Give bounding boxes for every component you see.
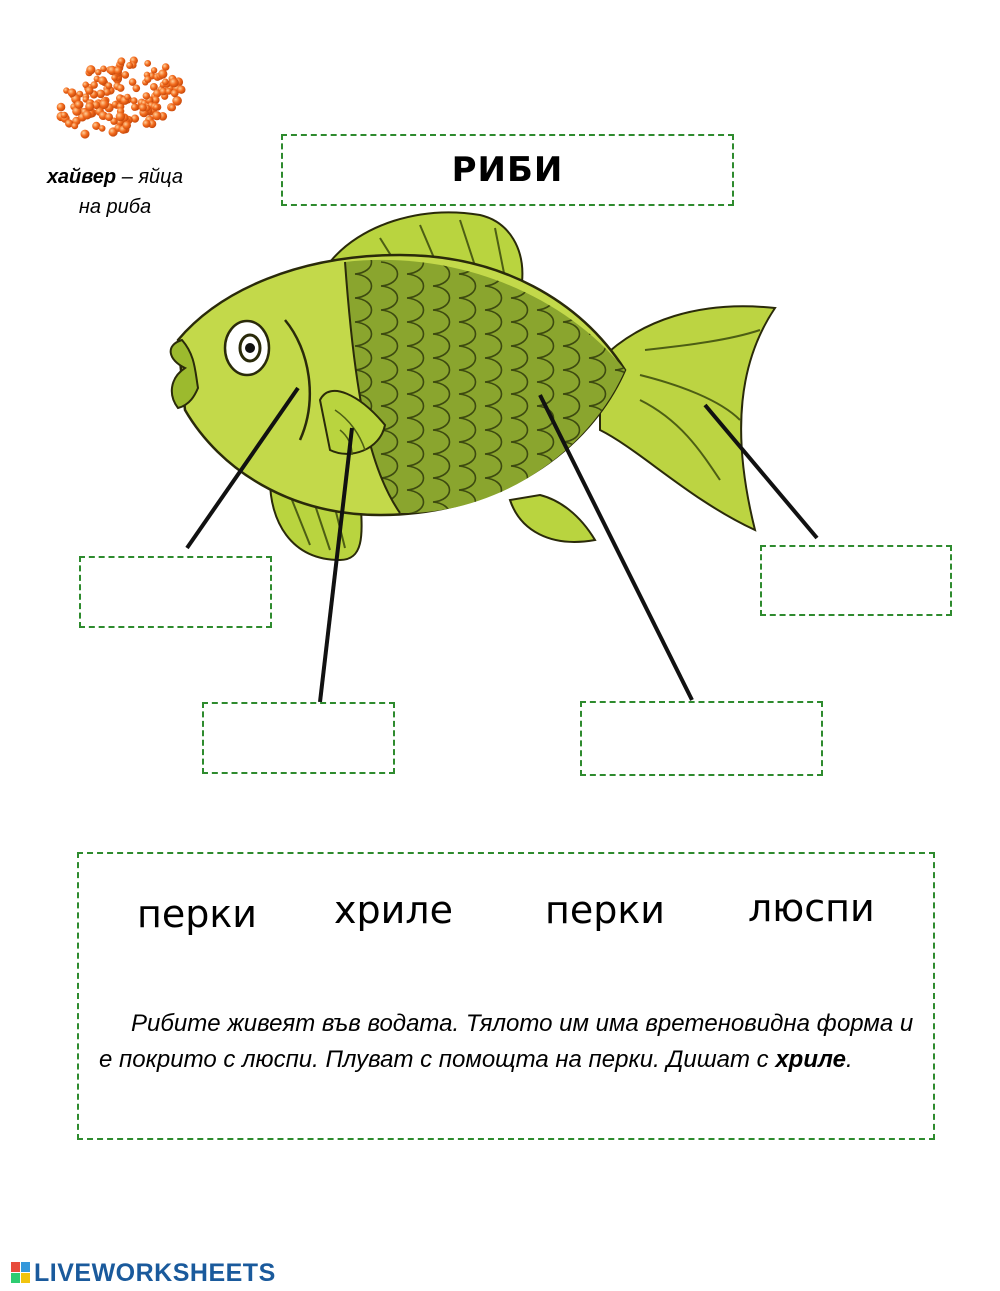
- label-box-tail-fin[interactable]: [760, 545, 952, 616]
- page-title: РИБИ: [451, 150, 564, 190]
- description-paragraph: [99, 1006, 919, 1078]
- paragraph-bold-word: хриле: [775, 1046, 846, 1073]
- liveworksheets-logo-icon: [10, 1261, 32, 1285]
- footer-brand-text: LIVEWORKSHEETS: [34, 1258, 276, 1287]
- caviar-definition: – яйца: [116, 166, 183, 188]
- word-bank-item[interactable]: перки: [545, 888, 665, 932]
- paragraph-text: Рибите живеят във водата. Тялото им има вретеновидна форма и е покрито с люспи. Плуват с помощта на перки. Дишат с: [99, 1010, 914, 1073]
- caviar-definition-line2: на риба: [78, 196, 152, 218]
- label-box-pectoral-fin[interactable]: [202, 702, 395, 774]
- paragraph-end: .: [845, 1046, 853, 1073]
- word-bank-item[interactable]: люспи: [748, 886, 875, 930]
- title-box: [281, 134, 734, 206]
- footer-brand: [10, 1259, 276, 1287]
- caviar-image: [40, 50, 190, 150]
- word-bank-item[interactable]: перки: [137, 892, 257, 936]
- fish-illustration: [160, 205, 800, 565]
- label-box-scales[interactable]: [580, 701, 823, 776]
- word-bank-box: [77, 852, 935, 1140]
- label-box-gills[interactable]: [79, 556, 272, 628]
- caviar-term: хайвер: [47, 166, 117, 188]
- word-bank-item[interactable]: хриле: [334, 888, 453, 932]
